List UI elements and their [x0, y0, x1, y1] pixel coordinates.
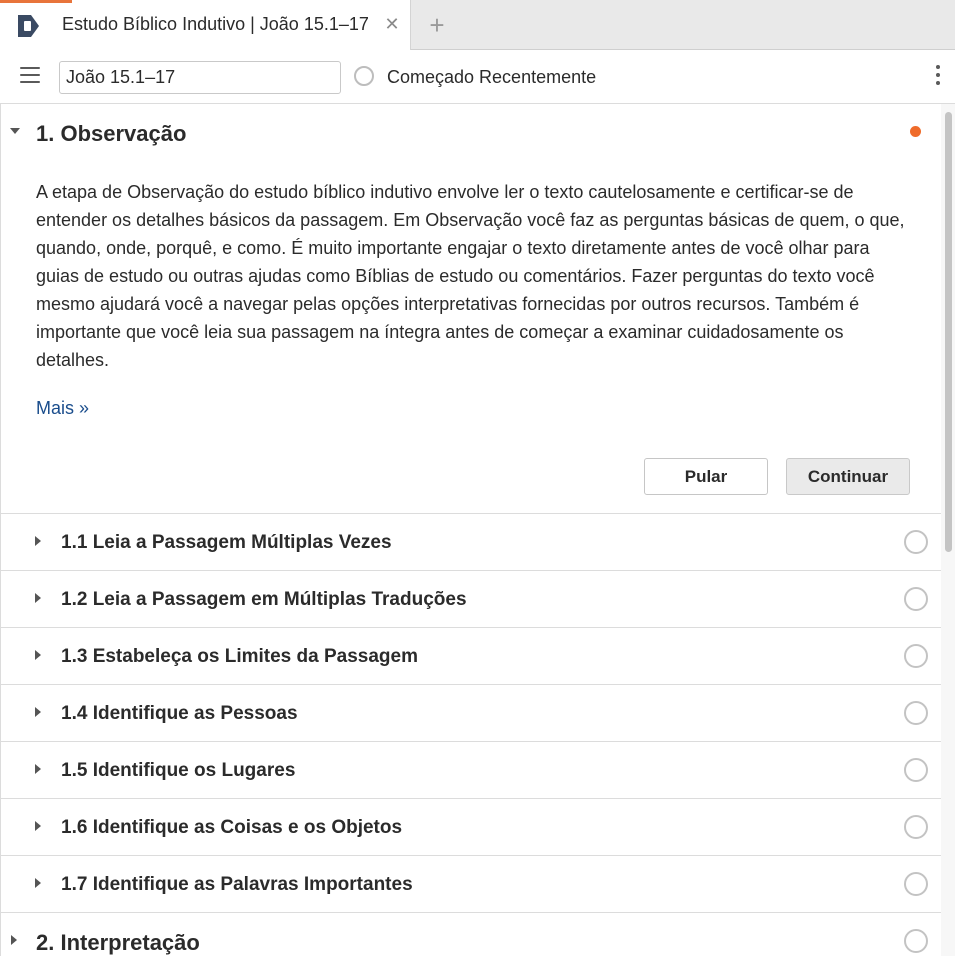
section-description: A etapa de Observação do estudo bíblico indutivo envolve ler o texto cautelosamente e certificar-se de entender os detalhes básicos da passagem. Em Observação você faz as perguntas básicas de quem, o que, quando, onde, porquê, e como. É muito importante engajar o texto diretamente antes de você olhar para guias de estudo ou outras ajudas como Bíblias de estudo ou comentários. Fazer perguntas do texto você mesmo ajudará você a navegar pelas opções interpretativas fornecidas por outros recursos. Também é importante que você leia sua passagem na íntegra antes de começar a examinar cuidadosamente os detalhes. — [36, 182, 905, 370]
caret-right-icon[interactable] — [35, 821, 41, 831]
passage-reference-input[interactable] — [59, 61, 341, 94]
active-tab[interactable] — [0, 0, 411, 50]
caret-right-icon[interactable] — [35, 650, 41, 660]
step-status-icon[interactable] — [904, 530, 928, 554]
caret-right-icon[interactable] — [35, 764, 41, 774]
more-options-icon[interactable] — [933, 65, 943, 89]
skip-button[interactable]: Pular — [644, 458, 768, 495]
hamburger-menu-icon[interactable] — [20, 67, 40, 85]
step-status-icon[interactable] — [904, 758, 928, 782]
step-row[interactable] — [1, 855, 941, 912]
tab-accent-bar — [0, 0, 72, 3]
step-row[interactable] — [1, 570, 941, 627]
caret-right-icon[interactable] — [35, 593, 41, 603]
step-status-icon[interactable] — [904, 701, 928, 725]
logos-app-icon — [15, 13, 41, 39]
step-label: 1.1 Leia a Passagem Múltiplas Vezes — [61, 532, 392, 553]
step-label: 1.5 Identifique os Lugares — [61, 760, 296, 781]
step-row[interactable] — [1, 513, 941, 570]
scrollbar-thumb[interactable] — [945, 112, 952, 552]
step-status-icon[interactable] — [904, 872, 928, 896]
step-label: 1.2 Leia a Passagem em Múltiplas Traduções — [61, 589, 467, 610]
progress-status-label: Começado Recentemente — [387, 67, 597, 87]
step-label: 1.6 Identifique as Coisas e os Objetos — [61, 817, 403, 838]
caret-right-icon[interactable] — [35, 878, 41, 888]
step-row[interactable] — [1, 627, 941, 684]
step-row[interactable] — [1, 741, 941, 798]
step-row[interactable] — [1, 684, 941, 741]
caret-right-icon[interactable] — [35, 707, 41, 717]
section-observation-header[interactable] — [1, 104, 941, 164]
caret-down-icon[interactable] — [10, 128, 20, 134]
step-label: 1.3 Estabeleça os Limites da Passagem — [61, 646, 418, 667]
in-progress-dot-icon — [910, 126, 921, 137]
step-status-icon[interactable] — [904, 644, 928, 668]
step-label: 1.7 Identifique as Palavras Importantes — [61, 874, 413, 895]
toolbar — [0, 50, 955, 104]
step-status-icon[interactable] — [904, 587, 928, 611]
section-title: 2. Interpretação — [36, 930, 200, 955]
caret-right-icon[interactable] — [35, 536, 41, 546]
guide-content — [0, 104, 941, 956]
step-label: 1.4 Identifique as Pessoas — [61, 703, 298, 724]
more-link[interactable]: Mais » — [36, 398, 90, 418]
section-title: 1. Observação — [36, 121, 187, 146]
step-status-icon[interactable] — [904, 815, 928, 839]
progress-status-icon[interactable] — [354, 66, 374, 86]
continue-button[interactable]: Continuar — [786, 458, 910, 495]
tab-bar — [0, 0, 955, 50]
step-row[interactable] — [1, 798, 941, 855]
new-tab-icon[interactable]: + — [429, 10, 445, 40]
step-list — [1, 513, 941, 956]
section-status-icon[interactable] — [904, 929, 928, 953]
close-tab-icon[interactable]: ✕ — [384, 14, 400, 34]
section-interpretation-header[interactable] — [1, 912, 941, 956]
tab-title: Estudo Bíblico Indutivo | João 15.1–17 — [62, 14, 369, 34]
caret-right-icon[interactable] — [11, 935, 17, 945]
